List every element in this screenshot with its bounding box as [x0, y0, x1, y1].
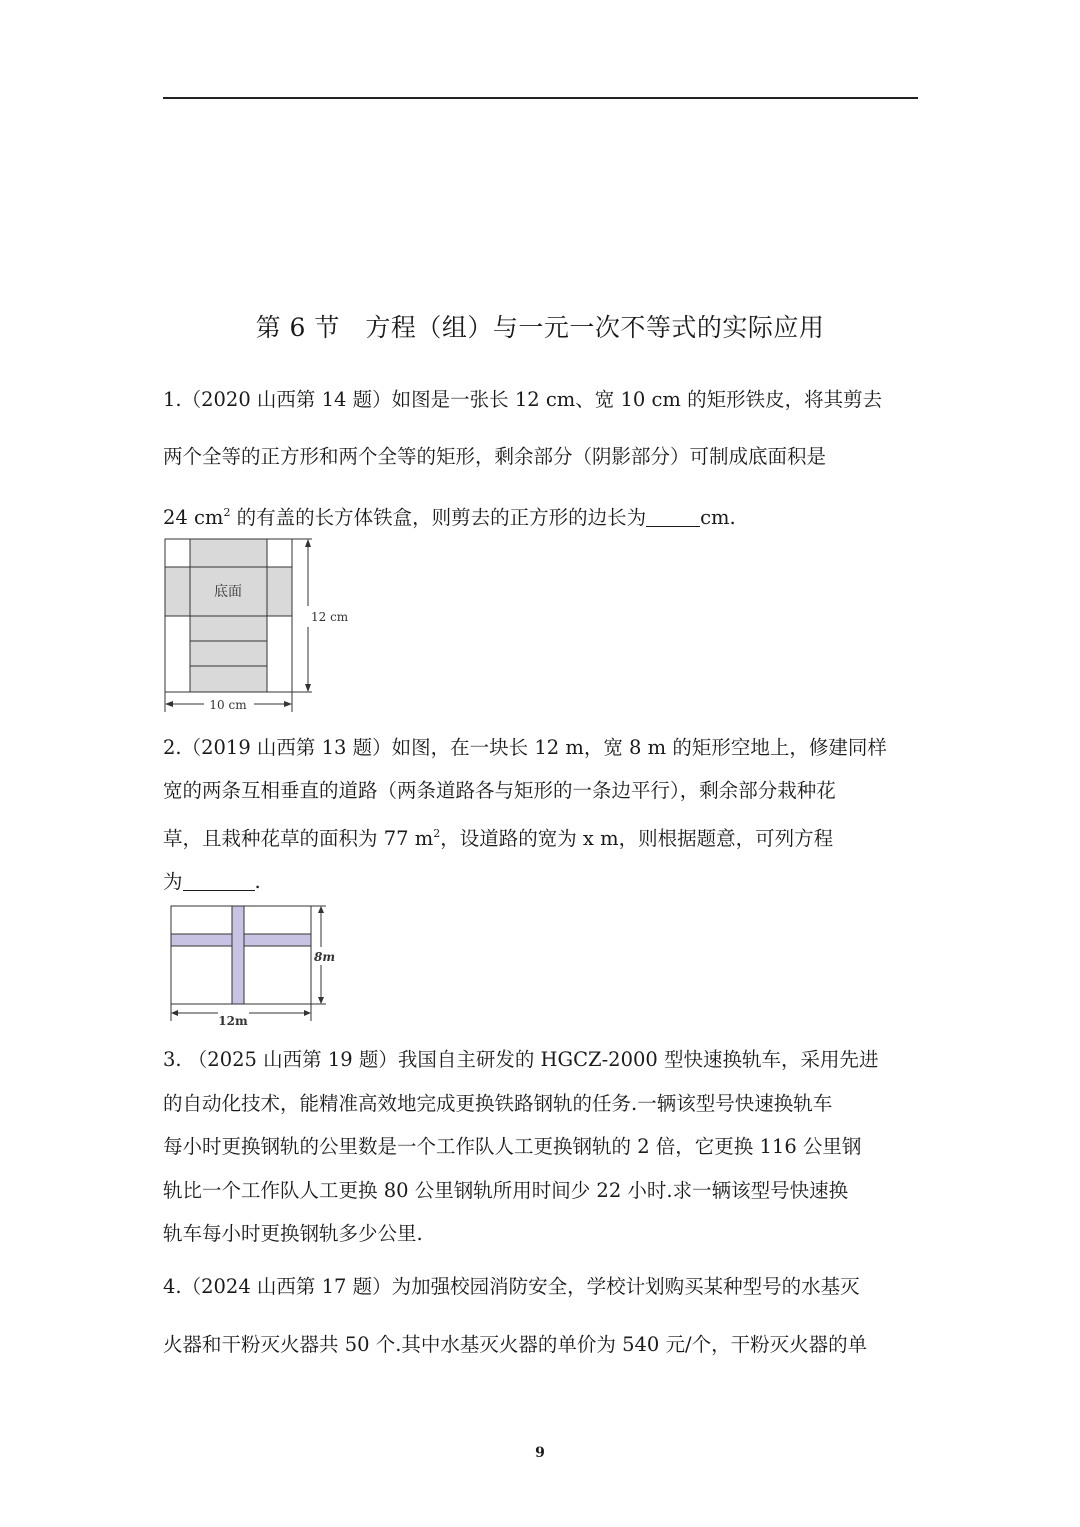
question-3: [163, 1038, 923, 1256]
question-1: [163, 372, 923, 547]
question-2-line-1: 2.（2019 山西第 13 题）如图，在一块长 12 m，宽 8 m 的矩形空地上，修建同样: [163, 736, 887, 759]
section-title: 第 6 节 方程（组）与一元一次不等式的实际应用: [255, 313, 825, 342]
question-3-line-2: 的自动化技术，能精准高效地完成更换铁路钢轨的任务.一辆该型号快速换轨车: [163, 1091, 833, 1115]
base-label: 底面: [214, 584, 242, 600]
vertical-road: [232, 906, 244, 1004]
question-3-line-5: 轨车每小时更换钢轨多少公里.: [163, 1222, 423, 1245]
q2-area-text: 草，且栽种花草的面积为 77 m: [163, 827, 434, 850]
q1-area-value: 24 cm: [163, 506, 224, 529]
question-3-line-4: 轨比一个工作队人工更换 80 公里钢轨所用时间少 22 小时.求一辆该型号快速换: [163, 1178, 849, 1202]
q2-question-text: ，设道路的宽为 x m，则根据题意，可列方程: [440, 827, 834, 850]
q1-question-text: 的有盖的长方体铁盒，则剪去的正方形的边长为: [230, 506, 647, 529]
question-2: [163, 726, 923, 903]
q2-area-exponent: 2: [433, 827, 441, 840]
figure-2-road-plot: [163, 899, 343, 1031]
question-1-line-1: 1.（2020 山西第 14 题）如图是一张长 12 cm、宽 10 cm 的矩形铁皮，将其剪去: [163, 388, 883, 411]
question-1-line-2: 两个全等的正方形和两个全等的矩形，剩余部分（阴影部分）可制成底面积是: [163, 444, 827, 468]
answer-blank-2: [183, 871, 255, 892]
q1-area-exponent: 2: [223, 506, 231, 519]
page-number: 9: [535, 1445, 545, 1461]
question-2-line-2: 宽的两条互相垂直的道路（两条道路各与矩形的一条边平行），剩余部分栽种花: [163, 779, 836, 802]
answer-blank-1: [646, 507, 700, 528]
q2-prefix: 为: [163, 870, 183, 893]
question-4-line-2: 火器和干粉灭火器共 50 个.其中水基灭火器的单价为 540 元/个，干粉灭火器的单: [163, 1332, 868, 1356]
question-3-line-1: 3. （2025 山西第 19 题）我国自主研发的 HGCZ-2000 型快速换轨车，采用先进: [163, 1048, 879, 1071]
question-4: [163, 1258, 923, 1373]
question-2-line-3: [163, 812, 923, 860]
plot-width-label: 12m: [218, 1014, 248, 1028]
figure-1-box-net: [160, 534, 350, 716]
question-4-line-1: 4.（2024 山西第 17 题）为加强校园消防安全，学校计划购买某种型号的水基灭: [163, 1275, 860, 1298]
question-2-line-4: [163, 860, 923, 903]
height-label: 12 cm: [311, 610, 349, 624]
plot-height-label: 8m: [314, 950, 336, 964]
header-rule: [163, 97, 918, 99]
q2-period: .: [254, 870, 261, 893]
roads: [171, 906, 311, 1004]
q1-unit: cm.: [700, 506, 736, 529]
question-3-line-3: 每小时更换钢轨的公里数是一个工作队人工更换钢轨的 2 倍，它更换 116 公里钢: [163, 1135, 862, 1158]
width-label: 10 cm: [209, 698, 247, 712]
